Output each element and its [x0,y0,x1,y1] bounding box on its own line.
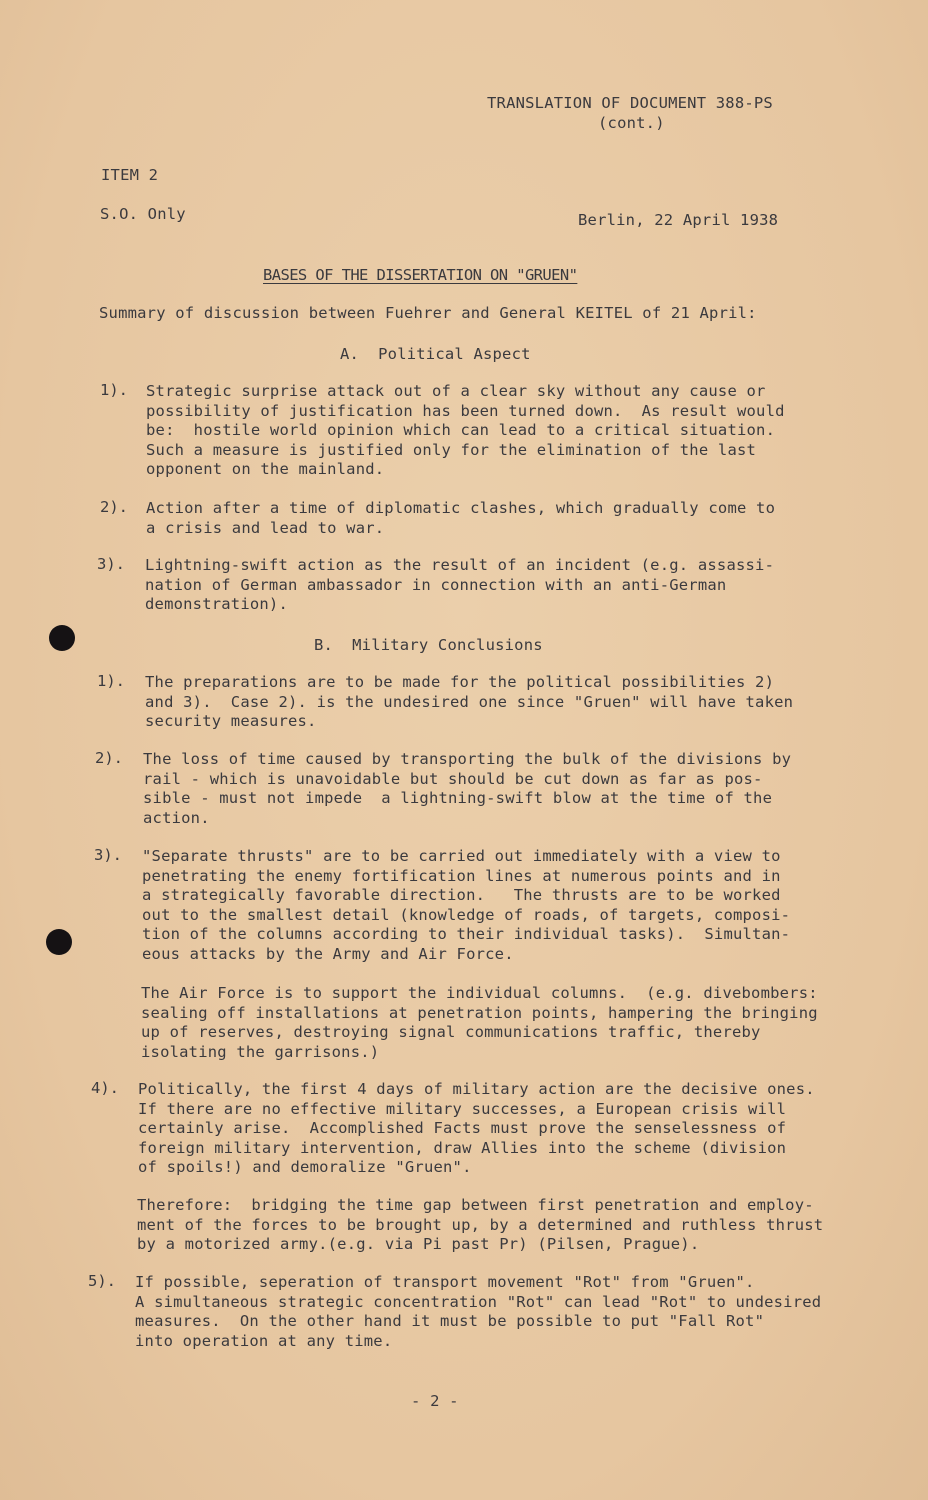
punch-hole [49,625,75,651]
item-b2-text: The loss of time caused by transporting the bulk of the divisions by rail - which is unavoidable but should be cut down as far as pos- sible - must not impede a lightning-swift blow at the time of the action. [143,750,792,827]
item-label: ITEM 2 [101,166,159,184]
item-b3-extra: The Air Force is to support the individual columns. (e.g. divebombers: sealing off installations at penetration points, hampering the bringing up of reserves, destroying signal communications traffic, thereby isolating the garrisons.) [141,984,818,1061]
item-b1-text: The preparations are to be made for the political possibilities 2) and 3). Case 2). is the undesired one since "Gruen" will have taken security measures. [145,673,794,730]
item-a3-text: Lightning-swift action as the result of an incident (e.g. assassi- nation of German ambassador in connection with an anti-German demonstration). [145,556,775,613]
place-date: Berlin, 22 April 1938 [578,211,779,229]
item-b4-extra: Therefore: bridging the time gap between first penetration and employ- ment of the forces to be brought up, by a determined and ruthless thrust by a motorized army.(e.g. via Pi past Pr) (Pilsen, Prague). [137,1196,824,1253]
summary-line: Summary of discussion between Fuehrer and General KEITEL of 21 April: [99,304,757,322]
item-b5-text: If possible, seperation of transport movement "Rot" from "Gruen". A simultaneous strategic concentration "Rot" can lead "Rot" to undesired measures. On the other hand it must be possible to put "Fall Rot" into operation at any time. [135,1273,822,1350]
document-title: BASES OF THE DISSERTATION ON "GRUEN" [263,266,578,284]
item-b3-text: "Separate thrusts" are to be carried out immediately with a view to penetrating the enemy fortification lines at numerous points and in a strategically favorable direction. The thrusts are to be worked out to the smallest detail (knowledge of roads, of targets, composi- tion of the columns according to their individual tasks). Simultan- eous attacks by the Army and Air Force. [142,847,791,963]
page-number: - 2 - [411,1392,459,1410]
item-number: 5). [88,1272,116,1290]
section-b-heading: B. Military Conclusions [314,636,543,654]
item-a2-text: Action after a time of diplomatic clashes, which gradually come to a crisis and lead to war. [146,499,776,537]
item-number: 3). [97,555,125,573]
section-a-heading: A. Political Aspect [340,345,531,363]
item-number: 2). [95,749,123,767]
item-b4-text: Politically, the first 4 days of military action are the decisive ones. If there are no effective military successes, a European crisis will certainly arise. Accomplished Facts must prove the senselessness of foreign military intervention, draw Allies into the scheme (division of spoils!) and demoralize "Gruen". [138,1080,815,1176]
item-number: 1). [100,381,128,399]
header-line-1: TRANSLATION OF DOCUMENT 388-PS [487,94,773,112]
item-a1-text: Strategic surprise attack out of a clear sky without any cause or possibility of justification has been turned down. As result would be: hostile world opinion which can lead to a critical situation. Such a measure is justified only for the elimination of the last opponent on the mainland. [146,382,785,478]
item-number: 2). [100,498,128,516]
item-number: 3). [94,846,122,864]
punch-hole [46,929,72,955]
item-number: 1). [97,672,125,690]
classification: S.O. Only [100,205,186,223]
item-number: 4). [91,1079,119,1097]
header-line-2: (cont.) [598,114,665,132]
